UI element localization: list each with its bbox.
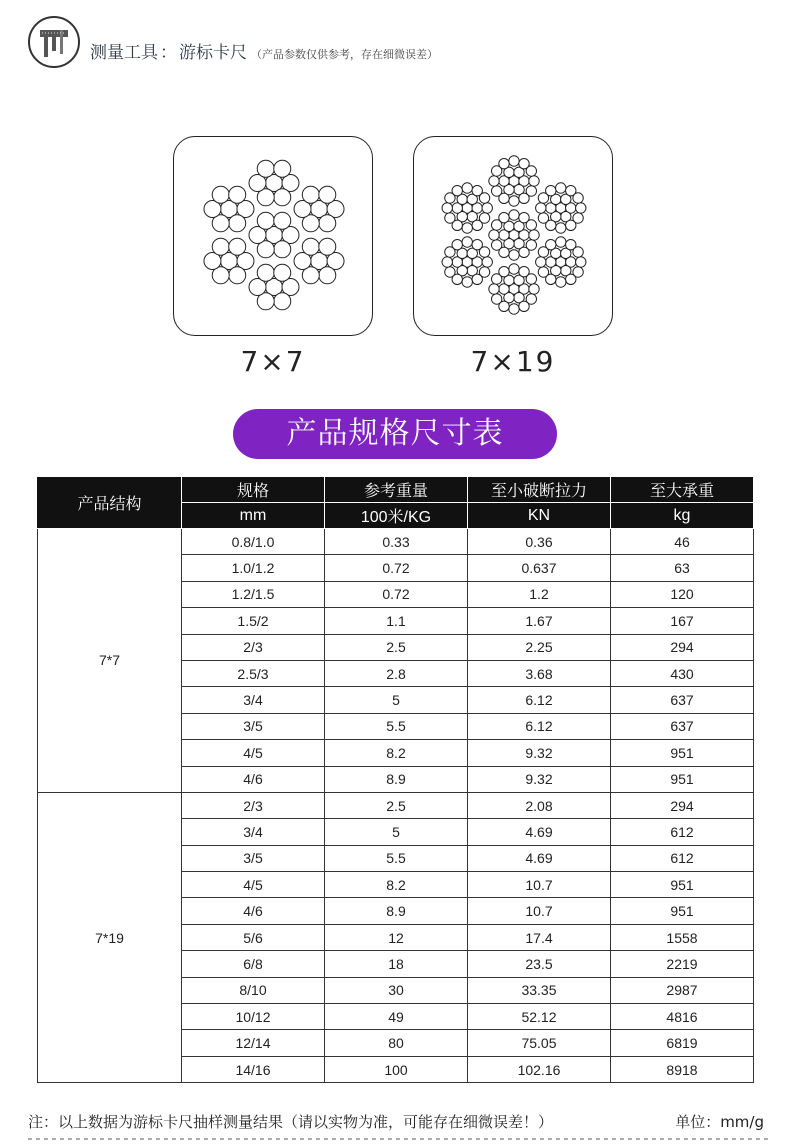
header-max-load: 至大承重 bbox=[611, 477, 754, 503]
header-title-note: （产品参数仅供参考，存在细微误差） bbox=[251, 48, 438, 61]
table-cell: 294 bbox=[611, 792, 754, 818]
table-cell: 2.5 bbox=[325, 634, 468, 660]
table-cell: 49 bbox=[325, 1004, 468, 1030]
footer-note: 注：以上数据为游标卡尺抽样测量结果（请以实物为准，可能存在细微误差！） bbox=[28, 1113, 554, 1131]
table-cell: 12/14 bbox=[182, 1030, 325, 1056]
table-cell: 17.4 bbox=[468, 924, 611, 950]
table-cell: 294 bbox=[611, 634, 754, 660]
table-cell: 2.25 bbox=[468, 634, 611, 660]
header-breaking-force: 至小破断拉力 bbox=[468, 477, 611, 503]
table-cell: 2/3 bbox=[182, 634, 325, 660]
table-cell: 1.2/1.5 bbox=[182, 581, 325, 607]
table-cell: 1.0/1.2 bbox=[182, 555, 325, 581]
table-cell: 637 bbox=[611, 713, 754, 739]
table-cell: 167 bbox=[611, 608, 754, 634]
header-weight: 参考重量 bbox=[325, 477, 468, 503]
table-cell: 5/6 bbox=[182, 924, 325, 950]
table-cell: 1.67 bbox=[468, 608, 611, 634]
header-spec: 规格 bbox=[182, 477, 325, 503]
footer-divider bbox=[28, 1138, 768, 1140]
table-cell: 2219 bbox=[611, 951, 754, 977]
table-cell: 5.5 bbox=[325, 713, 468, 739]
table-cell: 8918 bbox=[611, 1056, 754, 1082]
table-cell: 1558 bbox=[611, 924, 754, 950]
structure-group-cell: 7*7 bbox=[38, 529, 182, 793]
table-cell: 951 bbox=[611, 766, 754, 792]
table-cell: 3/4 bbox=[182, 687, 325, 713]
spec-table-banner: 产品规格尺寸表 bbox=[233, 409, 557, 459]
wire-rope-7x7-icon bbox=[173, 136, 373, 336]
diagram-caption-7x19: 7×19 bbox=[470, 345, 556, 378]
table-cell: 10.7 bbox=[468, 872, 611, 898]
table-cell: 1.5/2 bbox=[182, 608, 325, 634]
header-max-load-unit: kg bbox=[611, 503, 754, 529]
header-weight-unit: 100米/KG bbox=[325, 503, 468, 529]
table-cell: 951 bbox=[611, 898, 754, 924]
table-cell: 10/12 bbox=[182, 1004, 325, 1030]
table-cell: 6/8 bbox=[182, 951, 325, 977]
header-title-main: 测量工具 bbox=[90, 43, 158, 63]
header-breaking-force-unit: KN bbox=[468, 503, 611, 529]
table-cell: 1.1 bbox=[325, 608, 468, 634]
wire-rope-7x19-icon bbox=[413, 136, 613, 336]
header-structure: 产品结构 bbox=[38, 477, 182, 529]
table-row bbox=[38, 792, 754, 818]
table-cell: 120 bbox=[611, 581, 754, 607]
table-cell: 4.69 bbox=[468, 845, 611, 871]
table-cell: 5 bbox=[325, 819, 468, 845]
table-cell: 2.5 bbox=[325, 792, 468, 818]
table-cell: 9.32 bbox=[468, 740, 611, 766]
table-cell: 4/6 bbox=[182, 766, 325, 792]
table-cell: 0.72 bbox=[325, 555, 468, 581]
table-cell: 3.68 bbox=[468, 660, 611, 686]
table-cell: 10.7 bbox=[468, 898, 611, 924]
spec-table-body bbox=[38, 529, 754, 1083]
table-cell: 3/5 bbox=[182, 713, 325, 739]
table-cell: 75.05 bbox=[468, 1030, 611, 1056]
table-cell: 8/10 bbox=[182, 977, 325, 1003]
table-cell: 2.5/3 bbox=[182, 660, 325, 686]
table-cell: 0.72 bbox=[325, 581, 468, 607]
table-cell: 80 bbox=[325, 1030, 468, 1056]
table-cell: 30 bbox=[325, 977, 468, 1003]
table-cell: 8.2 bbox=[325, 872, 468, 898]
table-cell: 14/16 bbox=[182, 1056, 325, 1082]
table-cell: 2.08 bbox=[468, 792, 611, 818]
header-spec-unit: mm bbox=[182, 503, 325, 529]
table-cell: 0.36 bbox=[468, 529, 611, 555]
table-cell: 4816 bbox=[611, 1004, 754, 1030]
table-cell: 102.16 bbox=[468, 1056, 611, 1082]
table-cell: 3/4 bbox=[182, 819, 325, 845]
table-cell: 612 bbox=[611, 845, 754, 871]
table-cell: 9.32 bbox=[468, 766, 611, 792]
table-cell: 5.5 bbox=[325, 845, 468, 871]
table-cell: 8.9 bbox=[325, 898, 468, 924]
table-row bbox=[38, 529, 754, 555]
table-cell: 0.33 bbox=[325, 529, 468, 555]
table-cell: 637 bbox=[611, 687, 754, 713]
table-cell: 3/5 bbox=[182, 845, 325, 871]
table-cell: 18 bbox=[325, 951, 468, 977]
table-cell: 4/5 bbox=[182, 872, 325, 898]
table-cell: 6.12 bbox=[468, 713, 611, 739]
header-title-separator: ： bbox=[160, 43, 177, 63]
table-cell: 8.9 bbox=[325, 766, 468, 792]
header-title-tool: 游标卡尺 bbox=[179, 43, 247, 63]
diagram-caption-7x7: 7×7 bbox=[240, 345, 306, 378]
table-cell: 4/6 bbox=[182, 898, 325, 924]
page-header bbox=[28, 16, 768, 72]
table-cell: 4.69 bbox=[468, 819, 611, 845]
header-title bbox=[90, 38, 438, 63]
table-cell: 63 bbox=[611, 555, 754, 581]
structure-group-cell: 7*19 bbox=[38, 792, 182, 1082]
table-cell: 6.12 bbox=[468, 687, 611, 713]
table-cell: 430 bbox=[611, 660, 754, 686]
caliper-icon bbox=[28, 16, 80, 68]
table-cell: 0.8/1.0 bbox=[182, 529, 325, 555]
table-cell: 100 bbox=[325, 1056, 468, 1082]
table-cell: 951 bbox=[611, 872, 754, 898]
table-cell: 52.12 bbox=[468, 1004, 611, 1030]
table-cell: 8.2 bbox=[325, 740, 468, 766]
footer-unit: 单位：mm/g bbox=[675, 1113, 764, 1131]
table-cell: 4/5 bbox=[182, 740, 325, 766]
table-cell: 33.35 bbox=[468, 977, 611, 1003]
table-cell: 2987 bbox=[611, 977, 754, 1003]
table-cell: 6819 bbox=[611, 1030, 754, 1056]
table-cell: 5 bbox=[325, 687, 468, 713]
table-cell: 612 bbox=[611, 819, 754, 845]
table-cell: 2/3 bbox=[182, 792, 325, 818]
table-cell: 12 bbox=[325, 924, 468, 950]
table-cell: 951 bbox=[611, 740, 754, 766]
spec-table bbox=[37, 476, 754, 1083]
table-cell: 1.2 bbox=[468, 581, 611, 607]
table-cell: 23.5 bbox=[468, 951, 611, 977]
table-cell: 0.637 bbox=[468, 555, 611, 581]
table-cell: 46 bbox=[611, 529, 754, 555]
table-cell: 2.8 bbox=[325, 660, 468, 686]
